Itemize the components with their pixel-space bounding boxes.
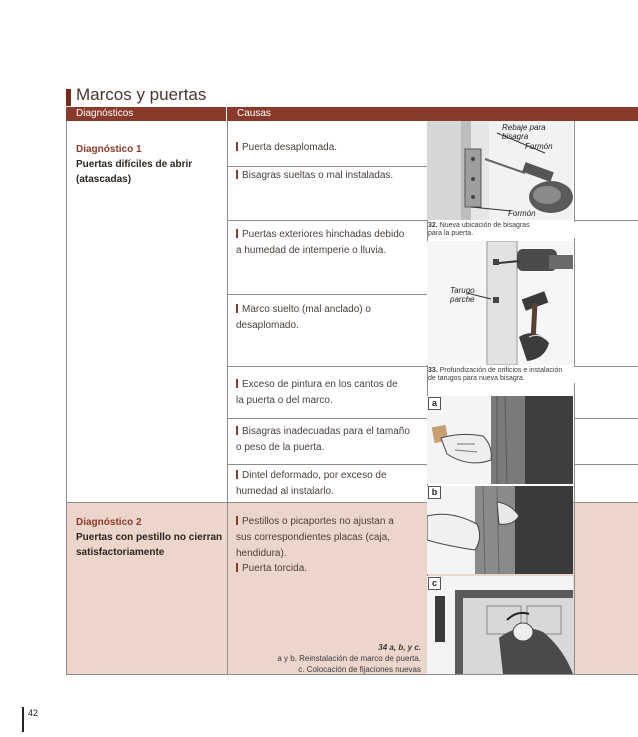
cause-item (236, 561, 416, 577)
header-col1-label: Diagnósticos (76, 108, 134, 119)
section-title: Marcos y puertas (76, 85, 207, 104)
cause-item (236, 168, 416, 184)
figure-letter-b: b (428, 486, 441, 499)
grid-row-line (227, 166, 427, 167)
section-title-marker (66, 89, 71, 106)
cause-text: sus correspondientes placas (caja, (236, 532, 390, 543)
figure34-line: a y b. Reinstalación de marco de puerta. (277, 654, 421, 663)
grid-row-line (227, 220, 427, 221)
grid-row-line (227, 464, 427, 465)
cause-item (236, 227, 416, 259)
bullet-marker (236, 304, 238, 313)
label-tarugo-line: parche (450, 295, 475, 304)
figure-letter-c: c (428, 577, 441, 590)
figure-letter-a: a (428, 397, 441, 410)
caption-33-text: Profundización de orificios e instalación (439, 367, 563, 374)
label-rebaje-line: Rebaje para (502, 123, 546, 132)
bullet-marker (236, 142, 238, 151)
cause-text: Puerta desaplomada. (242, 142, 338, 153)
photo-frame-a (427, 396, 573, 484)
diagnosis2 (76, 515, 222, 560)
label-formon: Formón (525, 142, 553, 151)
frame-c-illustration (427, 576, 573, 674)
bullet-marker (236, 379, 238, 388)
frame-b-illustration (427, 486, 573, 574)
cause-text: Dintel deformado, por exceso de (242, 470, 387, 481)
cause-item (236, 140, 416, 156)
diagnosis2-line: Puertas con pestillo no cierran (76, 532, 223, 543)
cause-text: hendidura). (236, 548, 287, 559)
grid-photo-right-line (574, 121, 575, 674)
bullet-marker (236, 170, 238, 179)
bullet-marker (236, 426, 238, 435)
diagnosis1 (76, 142, 192, 187)
caption-33-number: 33. (428, 367, 438, 374)
page-number-marker (22, 707, 24, 732)
diagnosis2-line: satisfactoriamente (76, 547, 165, 558)
header-col2-label: Causas (237, 108, 271, 119)
label-rebaje-line: bisagra (502, 132, 529, 141)
grid-right-row-line (574, 220, 638, 221)
grid-row-line (227, 418, 427, 419)
grid-right-row-line (574, 418, 638, 419)
grid-right-row-line (574, 366, 638, 367)
cause-text: Puerta torcida. (242, 563, 308, 574)
drill-hammer-illustration (427, 241, 573, 365)
bullet-marker (236, 470, 238, 479)
diagnosis1-number: Diagnóstico 1 (76, 144, 142, 155)
chisel-hinge-illustration (427, 121, 573, 220)
caption-32-text: Nueva ubicación de bisagras (439, 222, 530, 229)
label-tarugo (450, 286, 475, 304)
diagnosis2-number: Diagnóstico 2 (76, 517, 142, 528)
figure34-title: 34 a, b, y c. (378, 643, 421, 652)
cause-text: Exceso de pintura en los cantos de (242, 379, 398, 390)
caption-32-text: para la puerta. (428, 230, 474, 237)
caption-32-number: 32. (428, 222, 438, 229)
cause-item (236, 377, 416, 409)
header-diagnosticos (66, 107, 226, 121)
cause-text: a humedad de intemperie o lluvia. (236, 245, 387, 256)
bullet-marker (236, 516, 238, 525)
cause-item (236, 424, 416, 456)
grid-row-line (227, 294, 427, 295)
grid-row-line (227, 366, 427, 367)
photo-drill-hammer (427, 241, 573, 365)
header-causas (227, 107, 638, 121)
diagnosis1-line: (atascadas) (76, 174, 132, 185)
caption-32 (428, 222, 576, 238)
photo-chisel-hinge (427, 121, 573, 220)
cause-text: o peso de la puerta. (236, 442, 325, 453)
cause-text: Bisagras inadecuadas para el tamaño (242, 426, 410, 437)
cause-text: Pestillos o picaportes no ajustan a (242, 516, 394, 527)
grid-col-line (227, 121, 228, 674)
caption-33-text: de tarugos para nueva bisagra. (428, 375, 525, 382)
photo-frame-c (427, 576, 573, 674)
cause-text: desaplomado. (236, 320, 299, 331)
grid-left-line (66, 121, 67, 674)
label-rebaje (502, 123, 546, 141)
cause-text: la puerta o del marco. (236, 395, 333, 406)
cause-text: humedad al instalarlo. (236, 486, 334, 497)
figure34-line: c. Colocación de fijaciones nuevas (298, 665, 421, 674)
bullet-marker (236, 563, 238, 572)
caption-33 (428, 367, 576, 383)
cause-text: Marco suelto (mal anclado) o (242, 304, 371, 315)
diagnosis1-line: Puertas difíciles de abrir (76, 159, 193, 170)
label-tarugo-line: Tarugo (450, 286, 475, 295)
cause-item (236, 514, 416, 562)
grid-right-row-line (574, 464, 638, 465)
frame-a-illustration (427, 396, 573, 484)
cause-text: Puertas exteriores hinchadas debido (242, 229, 405, 240)
cause-item (236, 302, 416, 334)
cause-item (236, 468, 416, 500)
label-formon: Formón (508, 209, 536, 218)
cause-text: Bisagras sueltas o mal instaladas. (242, 170, 394, 181)
bullet-marker (236, 229, 238, 238)
page-number: 42 (28, 708, 39, 718)
photo-frame-b (427, 486, 573, 574)
